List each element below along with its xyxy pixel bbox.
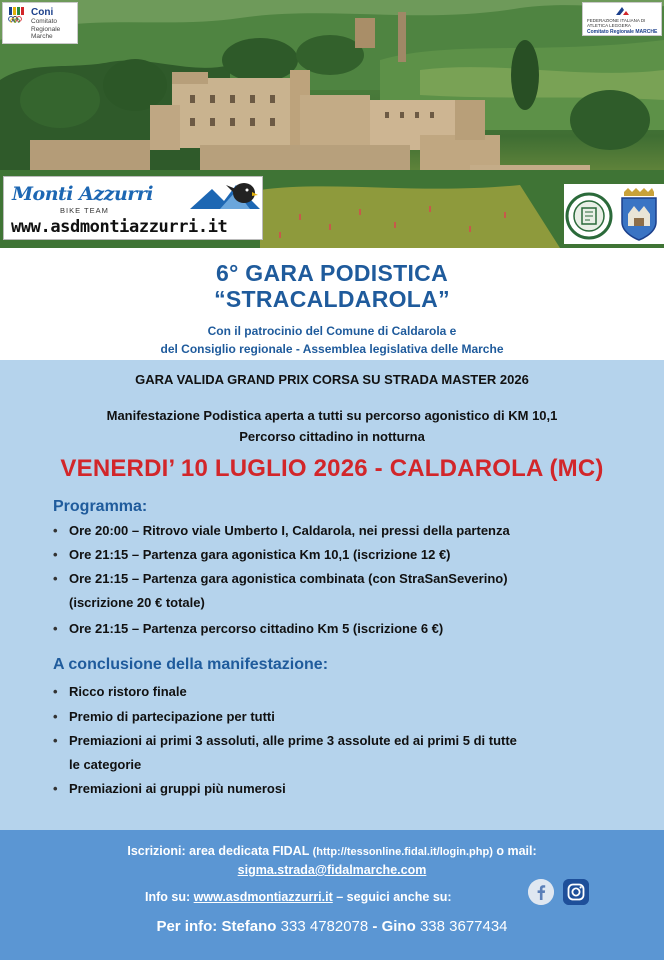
info-website-link[interactable]: www.asdmontiazzurri.it (193, 890, 333, 904)
monti-azzurri-banner (3, 176, 263, 240)
registration-email-link[interactable]: sigma.strada@fidalmarche.com (237, 863, 427, 877)
contact-phones (0, 918, 664, 935)
event-title-area (0, 248, 664, 360)
fidal-line1: FEDERAZIONE ITALIANA DI ATLETICA LEGGERA (587, 18, 646, 28)
conclusione-item: • Ricco ristoro finale (53, 684, 187, 699)
bike-team-label: BIKE TEAM (60, 206, 109, 215)
coni-sub3: Marche (31, 33, 53, 40)
info-label: Info su: (145, 890, 191, 904)
contact-2-name: Gino (381, 918, 416, 935)
hero-photo (0, 0, 664, 248)
caldarola-seal-icon (564, 184, 614, 244)
social-follow-label: – seguici anche su: (336, 890, 452, 904)
conclusione-item: • Premiazioni ai gruppi più numerosi (53, 781, 286, 796)
fidal-line2: Comitato Regionale MARCHE (587, 29, 658, 35)
race-name-title: “STRACALDAROLA” (214, 286, 450, 312)
facebook-icon[interactable] (528, 879, 554, 905)
coni-sub2: Regionale (31, 25, 61, 33)
programma-item: • Ore 21:15 – Partenza gara agonistica Km 10,1 (iscrizione 12 €) (53, 547, 451, 562)
event-description-2: Percorso cittadino in notturna (239, 429, 425, 444)
monti-azzurri-url: www.asdmontiazzurri.it (11, 217, 228, 237)
event-description-1: Manifestazione Podistica aperta a tutti su percorso agonistico di KM 10,1 (106, 408, 558, 423)
comune-coat-of-arms-icon (614, 184, 664, 244)
contact-footer (0, 830, 664, 960)
conclusione-title: A conclusione della manifestazione: (53, 656, 329, 673)
programma-item: • Ore 21:15 – Partenza gara agonistica combinata (con StraSanSeverino) (53, 571, 508, 586)
info-line (145, 890, 452, 904)
coni-name: Coni (31, 7, 54, 18)
contact-separator: - (372, 918, 378, 935)
event-date-location: VENERDI’ 10 LUGLIO 2026 - CALDAROLA (MC) (60, 455, 604, 482)
eagle-icon (190, 179, 260, 213)
registration-line (0, 844, 664, 858)
fidal-mark-icon (614, 6, 630, 16)
coni-logo (2, 2, 78, 44)
patronage-line-2: del Consiglio regionale - Assemblea legislativa delle Marche (160, 342, 504, 356)
instagram-icon[interactable] (563, 879, 589, 905)
coni-sub1: Comitato (31, 18, 58, 25)
registration-link[interactable]: (http://tessonline.fidal.it/login.php) (312, 846, 493, 858)
programma-title: Programma: (53, 498, 148, 515)
conclusione-item: • Premiazioni ai primi 3 assoluti, alle prime 3 assolute ed ai primi 5 di tutte (53, 733, 517, 748)
programma-item-continuation: (iscrizione 20 € totale) (69, 595, 205, 610)
contact-1-phone[interactable]: 333 4782078 (280, 918, 369, 935)
conclusione-item-continuation: le categorie (69, 757, 142, 772)
fidal-logo (582, 2, 662, 36)
contact-2-phone[interactable]: 338 3677434 (419, 918, 508, 935)
conclusione-item: • Premio di partecipazione per tutti (53, 709, 275, 724)
race-edition-title: 6° GARA PODISTICA (216, 260, 448, 286)
per-info-label: Per info: (156, 918, 218, 935)
programma-item: • Ore 20:00 – Ritrovo viale Umberto I, Caldarola, nei pressi della partenza (53, 523, 510, 538)
contact-1-name: Stefano (221, 918, 277, 935)
programma-item: • Ore 21:15 – Partenza percorso cittadino Km 5 (iscrizione 6 €) (53, 621, 444, 636)
patronage-line-1: Con il patrocinio del Comune di Caldarola e (207, 324, 457, 338)
registration-mail-label: o mail: (496, 844, 537, 858)
registration-label: Iscrizioni: area dedicata FIDAL (127, 844, 310, 858)
grand-prix-note: GARA VALIDA GRAND PRIX CORSA SU STRADA MASTER 2026 (135, 372, 529, 387)
monti-azzurri-brand: Monti Azzurri (12, 183, 154, 205)
event-info-panel (0, 360, 664, 830)
olympic-rings-icon (7, 7, 27, 23)
